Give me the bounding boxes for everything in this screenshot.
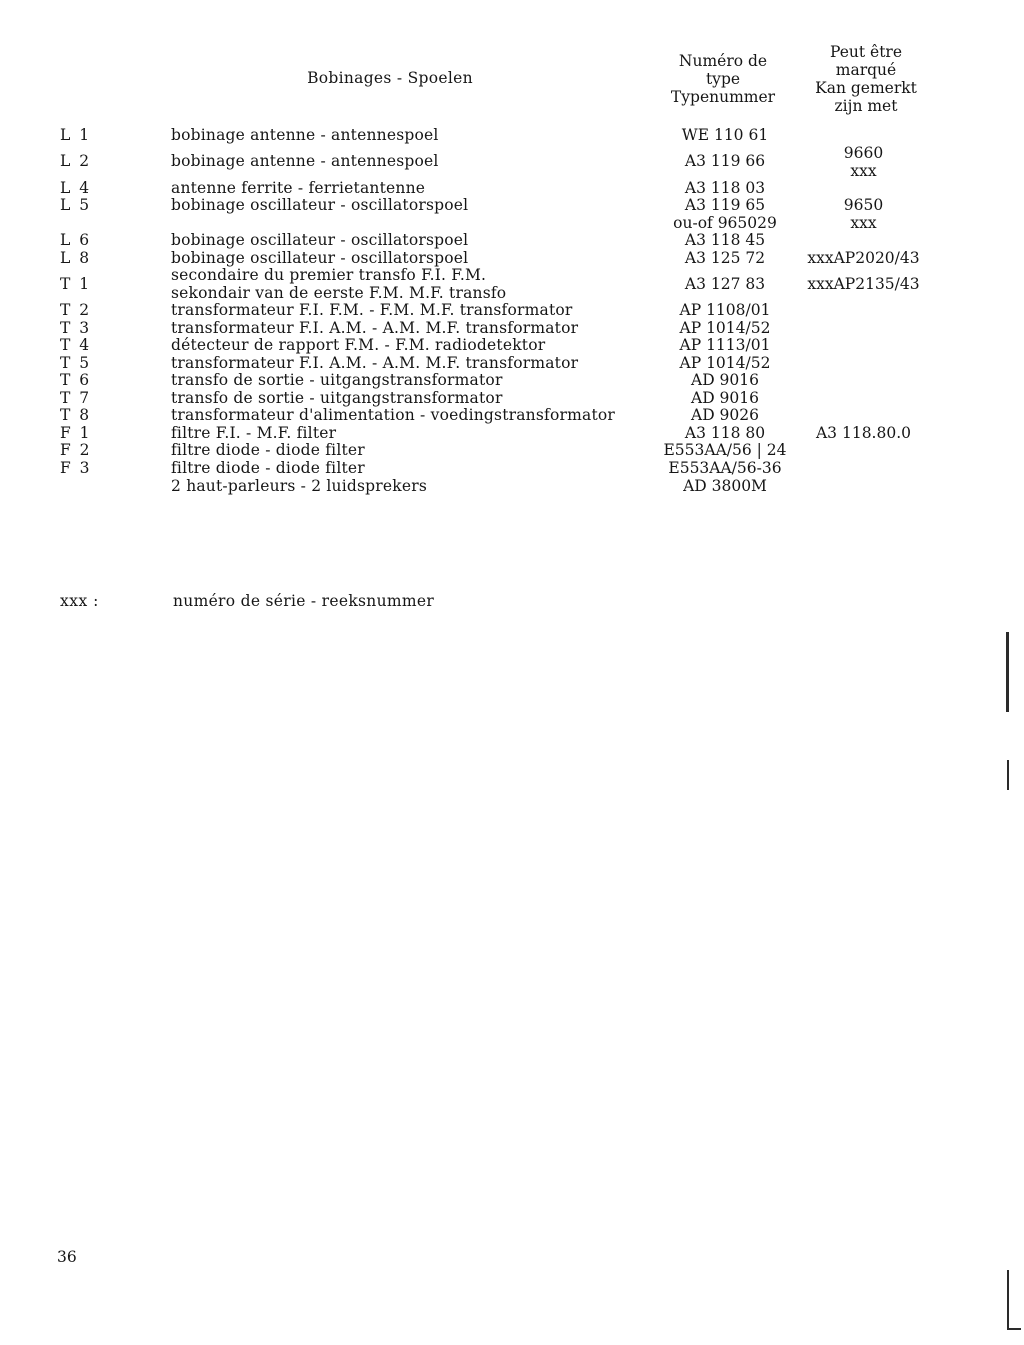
description-line: filtre F.I. - M.F. filter bbox=[171, 424, 337, 442]
scan-edge-mark bbox=[1007, 1270, 1009, 1330]
type-number-line: AP 1014/52 bbox=[679, 319, 771, 337]
description-line: secondaire du premier transfo F.I. F.M. bbox=[171, 266, 487, 284]
description-line: transfo de sortie - uitgangstransformator bbox=[171, 371, 503, 389]
type-number-line: ou-of 965029 bbox=[673, 213, 777, 232]
part-description bbox=[171, 302, 651, 320]
part-marking bbox=[796, 145, 931, 180]
part-ref: F 2 bbox=[60, 441, 92, 459]
part-type-number bbox=[650, 442, 800, 460]
part-type-number bbox=[650, 320, 800, 338]
type-number-line: AD 9016 bbox=[691, 371, 759, 389]
part-type-number bbox=[650, 390, 800, 408]
part-ref: T 3 bbox=[60, 319, 92, 337]
part-ref: L 5 bbox=[60, 196, 92, 214]
scan-edge-mark bbox=[1006, 632, 1009, 712]
part-ref: L 8 bbox=[60, 249, 92, 267]
type-number-line: A3 118 80 bbox=[684, 424, 766, 442]
description-line: bobinage antenne - antennespoel bbox=[171, 126, 439, 144]
part-description bbox=[171, 153, 651, 171]
part-type-number bbox=[650, 232, 800, 250]
part-type-number bbox=[650, 407, 800, 425]
part-description bbox=[171, 337, 651, 355]
description-line: transformateur F.I. F.M. - F.M. M.F. transformator bbox=[171, 301, 573, 319]
type-number-line: WE 110 61 bbox=[681, 126, 769, 144]
scan-edge-mark bbox=[1007, 1328, 1021, 1330]
description-line: antenne ferrite - ferrietantenne bbox=[171, 179, 426, 197]
part-description bbox=[171, 460, 651, 478]
part-description bbox=[171, 478, 651, 496]
type-header-line: Numéro de bbox=[678, 52, 768, 70]
part-ref: T 1 bbox=[60, 275, 92, 293]
part-type-number bbox=[650, 302, 800, 320]
mark-header-line: marqué bbox=[835, 61, 897, 79]
part-type-number bbox=[650, 355, 800, 373]
marking-line: xxx bbox=[850, 213, 877, 232]
marking-line: xxx bbox=[850, 161, 877, 180]
type-number-line: A3 127 83 bbox=[684, 275, 766, 293]
part-type-number bbox=[650, 127, 800, 145]
part-description bbox=[171, 127, 651, 145]
type-number-line: A3 119 65 bbox=[684, 196, 766, 214]
part-type-number bbox=[650, 153, 800, 171]
description-line: transformateur d'alimentation - voedingstransformator bbox=[171, 406, 616, 424]
type-number-line: AD 9026 bbox=[691, 406, 759, 424]
part-type-number bbox=[650, 197, 800, 232]
type-number-line: AP 1108/01 bbox=[679, 301, 771, 319]
type-number-line: AD 9016 bbox=[691, 389, 759, 407]
part-ref: T 2 bbox=[60, 301, 92, 319]
part-description bbox=[171, 197, 651, 215]
description-line: filtre diode - diode filter bbox=[171, 441, 365, 459]
mark-header-line: zijn met bbox=[834, 97, 898, 115]
type-number-line: A3 119 66 bbox=[684, 152, 766, 170]
description-line: sekondair van de eerste F.M. M.F. transfo bbox=[171, 283, 507, 302]
part-description bbox=[171, 442, 651, 460]
part-type-number bbox=[650, 478, 800, 496]
description-line: 2 haut-parleurs - 2 luidsprekers bbox=[171, 477, 427, 495]
description-line: bobinage antenne - antennespoel bbox=[171, 152, 439, 170]
type-number-line: A3 125 72 bbox=[684, 249, 766, 267]
description-line: transformateur F.I. A.M. - A.M. M.F. transformator bbox=[171, 319, 579, 337]
type-number-line: E553AA/56-36 bbox=[668, 459, 782, 477]
part-description bbox=[171, 320, 651, 338]
part-description bbox=[171, 180, 651, 198]
part-description bbox=[171, 372, 651, 390]
type-header-line: type bbox=[705, 70, 741, 88]
description-line: filtre diode - diode filter bbox=[171, 459, 365, 477]
description-line: bobinage oscillateur - oscillatorspoel bbox=[171, 231, 469, 249]
scan-edge-mark bbox=[1007, 760, 1009, 790]
description-line: détecteur de rapport F.M. - F.M. radiodetektor bbox=[171, 336, 546, 354]
part-type-number bbox=[650, 372, 800, 390]
part-ref: F 1 bbox=[60, 424, 92, 442]
marking-line: 9660 bbox=[843, 144, 884, 162]
part-marking bbox=[796, 276, 931, 294]
type-number-line: A3 118 45 bbox=[684, 231, 766, 249]
part-type-number bbox=[650, 425, 800, 443]
part-marking bbox=[796, 197, 931, 232]
type-number-line: A3 118 03 bbox=[684, 179, 766, 197]
mark-header-line: Peut être bbox=[829, 43, 903, 61]
part-description bbox=[171, 407, 651, 425]
part-description bbox=[171, 390, 651, 408]
part-ref: T 7 bbox=[60, 389, 92, 407]
description-line: transfo de sortie - uitgangstransformator bbox=[171, 389, 503, 407]
type-number-line: E553AA/56 | 24 bbox=[663, 441, 787, 459]
part-type-number bbox=[650, 250, 800, 268]
page-number: 36 bbox=[57, 1248, 77, 1266]
part-marking bbox=[796, 250, 931, 268]
part-type-number bbox=[650, 460, 800, 478]
part-type-number bbox=[650, 337, 800, 355]
marking-line: xxxAP2020/43 bbox=[807, 249, 920, 267]
marking-line: xxxAP2135/43 bbox=[807, 275, 920, 293]
part-marking bbox=[796, 425, 931, 443]
part-type-number bbox=[650, 180, 800, 198]
part-ref: T 8 bbox=[60, 406, 92, 424]
part-ref: T 5 bbox=[60, 354, 92, 372]
part-ref: T 4 bbox=[60, 336, 92, 354]
description-line: bobinage oscillateur - oscillatorspoel bbox=[171, 249, 469, 267]
part-ref: L 6 bbox=[60, 231, 92, 249]
part-ref: L 1 bbox=[60, 126, 92, 144]
type-column-header bbox=[650, 52, 796, 106]
part-ref: L 2 bbox=[60, 152, 92, 170]
part-type-number bbox=[650, 276, 800, 294]
type-number-line: AP 1014/52 bbox=[679, 354, 771, 372]
part-description bbox=[171, 267, 651, 302]
footnote-text: numéro de série - reeksnummer bbox=[173, 592, 435, 610]
marking-line: A3 118.80.0 bbox=[815, 424, 911, 442]
type-number-line: AP 1113/01 bbox=[679, 336, 771, 354]
marking-line: 9650 bbox=[843, 196, 884, 214]
type-number-line: AD 3800M bbox=[683, 477, 767, 495]
footnote-key: xxx : bbox=[60, 592, 99, 610]
part-description bbox=[171, 232, 651, 250]
part-ref: L 4 bbox=[60, 179, 92, 197]
part-ref: F 3 bbox=[60, 459, 92, 477]
mark-column-header bbox=[800, 43, 932, 115]
part-description bbox=[171, 425, 651, 443]
part-ref: T 6 bbox=[60, 371, 92, 389]
table-title: Bobinages - Spoelen bbox=[307, 69, 473, 87]
part-description bbox=[171, 250, 651, 268]
part-description bbox=[171, 355, 651, 373]
description-line: transformateur F.I. A.M. - A.M. M.F. transformator bbox=[171, 354, 579, 372]
mark-header-line: Kan gemerkt bbox=[815, 79, 917, 97]
description-line: bobinage oscillateur - oscillatorspoel bbox=[171, 196, 469, 214]
type-header-line: Typenummer bbox=[670, 88, 776, 106]
